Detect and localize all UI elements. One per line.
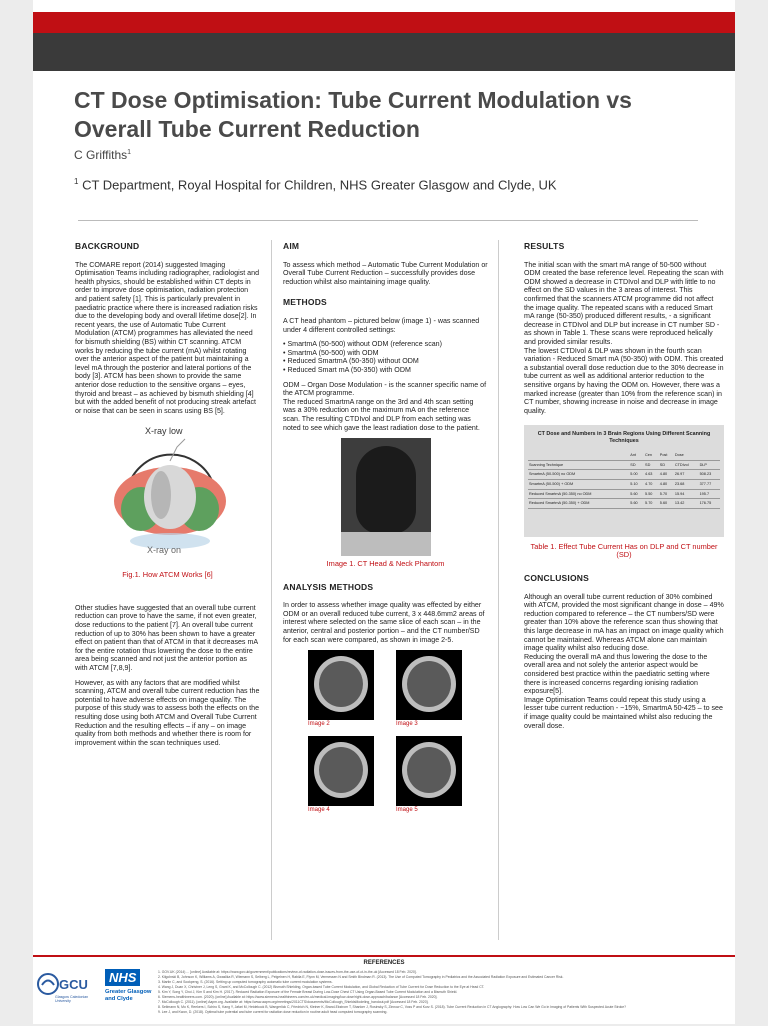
analysis-paragraph: In order to assess whether image quality was effected by either ODM or an overall reduced tube current, 3 x 448.6mm2 areas of interest where selected on the same slice of each scan – in the anterior, central and posterior portion – and the CT number/SD for each scan were compared, as shown in image 2-5. [283, 601, 485, 644]
methods-heading: METHODS [283, 297, 327, 308]
image-label: Image 2 [308, 721, 330, 728]
table-cell: 176.75 [699, 499, 720, 509]
table-cell: 5.70 [644, 499, 659, 509]
ct-slice-image [308, 736, 374, 806]
conclusions-paragraph: Although an overall tube current reduction of 30% combined with ATCM, provided the most significant change in dose – 49% reduction compared to reference – the CT numbers/SD were greater than 10% above the reference scan thus showing that this large decrease in mA has an impact on image quality which cannot be maintained. Whereas ATCM alone can maintain image quality whilst also reducing dose. [524, 592, 724, 653]
reference-item: 8. Seilmann N, Mo K, Reekers I, Schiro S, Kang Y, Jafari M, Heidekock B, Wangerlick C, Friedrich N, Kleiner K, Brand-Ekstrom T, Shanker J, Rosinsky S, Zinnow C, Voss P and Kurz S. (2018). Tube Current Reduction in CT Angiography: How Low Can We Go in Imaging of Patients With Suspected Acute Stroke? [158, 1005, 626, 1009]
table-title: CT Dose and Numbers in 3 Brain Regions Using Different Scanning Techniques [537, 431, 711, 445]
table-cell: 508.23 [699, 470, 720, 480]
top-red-band [33, 12, 735, 33]
table-cell: SmartmA (50-500) + ODM [528, 480, 629, 490]
table-cell: Reduced SmartmA (50-350) no ODM [528, 489, 629, 499]
affiliation-superscript: 1 [74, 177, 79, 186]
nhs-org-name: Greater Glasgow and Clyde [105, 989, 152, 1002]
top-dark-band [33, 33, 735, 71]
header-divider [78, 220, 698, 221]
table-header-cell: Scanning Technique [528, 460, 629, 470]
table-row [528, 480, 720, 490]
results-paragraph-2: The lowest CTDIvol & DLP was shown in the fourth scan variation - Reduced Smart mA (50-350) with ODM. This created a substantial overall dose reduction due to the 30% decrease in tube current as well as additional anterior reduction to the sensitive organs by having the ODM on. However, there was a marked increase (greater than 10% from the reference scan) in CT number, showing increase in noise and decrease in image quality. [524, 346, 724, 415]
conclusions-paragraph-3: Image Optimisation Teams could repeat this study using a lesser tube current reduction - ~15%, SmartmA 50-425 – to see if image quality could be maintained whilst also reducing the overall dose. [524, 695, 723, 730]
table-cell: 5.60 [629, 489, 644, 499]
results-heading: RESULTS [524, 241, 565, 251]
atcm-figure [75, 421, 260, 571]
results-table [528, 451, 720, 509]
affiliation-line [74, 177, 557, 192]
methods-paragraph-2: The reduced SmartmA range on the 3rd and 4th scan setting was a 30% reduction on the maximum mA on the reference scan. The resulting CTDIvol and DLP from each setting was noted to see which gave the least radiation dose to the patient. [283, 397, 480, 432]
references-heading: REFERENCES [363, 960, 405, 966]
aim-paragraph: To assess which method – Automatic Tube Current Modulation or Overall Tube Current Reduction – successfully provides dose reduction whilst also maintaining image quality. [283, 260, 488, 286]
gcu-logo [37, 971, 95, 1015]
table-cell: Post [659, 451, 674, 460]
table-row [528, 499, 720, 509]
table-caption: Table 1. Effect Tube Current Has on DLP and CT number (SD) [530, 541, 718, 560]
figure-caption: Fig.1. How ATCM Works [6] [122, 570, 213, 580]
results-paragraph: The initial scan with the smart mA range of 50-500 without ODM created the base reference level. Repeating the scan with ODM showed a decrease in CTDIvol and DLP with little to no effect on the SD values in the 3 areas of interest. This confirmed that the scanners ATCM programme did not affect the image quality. The repeated scans with a reduced Smart mA range (50-350) produced different results, - a significant decrease in CTDIvol and DLP but increase in CT number SD - as shown in Table 1. These scans were reproduced helically and provided similar results. [524, 260, 724, 346]
image-label: Image 4 [308, 807, 330, 814]
column-divider [271, 240, 272, 940]
ct-slice-image [396, 650, 462, 720]
methods-list [283, 340, 488, 374]
xray-on-label: X-ray on [147, 545, 182, 556]
table-cell: 5.10 [629, 480, 644, 490]
reference-item: 3. Martin C, and Sookpeng, S. (2016). Setting up computed tomography automatic tube current modulation systems. [158, 980, 333, 984]
table-cell: 4.80 [659, 480, 674, 490]
results-table-panel [524, 425, 724, 537]
list-item: • SmartmA (50-500) without ODM (reference scan) [283, 340, 442, 349]
table-cell: 5.00 [629, 470, 644, 480]
table-cell [699, 451, 720, 460]
nhs-wordmark: NHS [105, 969, 140, 986]
table-cell: 5.60 [659, 499, 674, 509]
background-paragraph-3: However, as with any factors that are modified whilst scanning, ATCM and overall tube current reduction has the potential to have adverse effects on image quality. The purpose of this study was to assess both the effects on the resulting dose using both ATCM and Overall Tube Current Reduction and the resulting effects – if any – on image quality from both methods and whether there is room for improvement within the scan techniques used. [75, 678, 260, 747]
author-superscript: 1 [127, 149, 132, 156]
table-cell: 5.60 [629, 499, 644, 509]
methods-paragraph: A CT head phantom – pictured below (image 1) - was scanned under 4 different controlled settings: [283, 316, 480, 334]
table-header-cell: SD [644, 460, 659, 470]
table-cell: 26.97 [674, 470, 699, 480]
phantom-image [341, 438, 431, 556]
reference-item: 7. McCollough C. (2011). [online] Aapm.org. Available at: https://www.aapm.org/meetings/2011CTS/documents/McCollough_ShieldsModeling_handout.pdf [Accessed 18 Feb. 2020]. [158, 1000, 429, 1004]
gcu-emblem-icon [37, 973, 59, 995]
column-aim-methods [283, 242, 488, 820]
table-cell: 4.70 [644, 480, 659, 490]
aim-heading: AIM [283, 241, 300, 251]
poster [33, 0, 735, 1024]
list-item: • SmartmA (50-500) with ODM [283, 348, 379, 357]
gcu-abbrev: GCU [59, 977, 88, 992]
odm-definition: ODM – Organ Dose Modulation - is the scanner specific name of the ATCM programme. [283, 380, 487, 398]
affiliation: CT Department, Royal Hospital for Children, NHS Greater Glasgow and Clyde, UK [82, 177, 557, 193]
list-item: • Reduced Smart mA (50-350) with ODM [283, 365, 411, 374]
author-name: C Griffiths [74, 148, 128, 162]
table-row [528, 489, 720, 499]
reference-item: 6. Siemens-healthineers.com. (2020). [online] Available at: https://www.siemens-healthineers.com/en-uk/medical-imaging/low-dose/right-dose-approach/balance [Accessed 18 Feb. 2020]. [158, 995, 438, 999]
table-cell [528, 451, 629, 460]
image-caption: Image 1. CT Head & Neck Phantom [326, 559, 445, 569]
column-results [524, 242, 724, 736]
table-row [528, 451, 720, 460]
author-line [74, 148, 131, 162]
image-label: Image 5 [396, 807, 418, 814]
column-divider [498, 240, 499, 940]
conclusions-heading: CONCLUSIONS [524, 573, 590, 584]
list-item: • Reduced SmartmA (50-350) without ODM [283, 357, 419, 366]
background-paragraph: The COMARE report (2014) suggested Imaging Optimisation Teams including radiographer, radiologist and health physics, should be established within CT depts in order to improve dose optimisation, radiation protection and patient safety [1]. This is particularly prevalent in paediatric practice where there is increased radiation risks due to the developing body and overall lifetime dose[2]. In recent years, the use of Automatic Tube Current Modulation (ATCM) programmes has alleviated the need for bismuth shielding (BS) within CT scanning. ATCM works by reducing the tube current (mA) whilst rotating over the anterior aspect of the patient but maintaining a level mA through the posterior and lateral portions of the body [3]. ATCM has been shown to provide the same anterior dose reduction to the sensitive organs – eyes, thyroid and breast – as achieved by bismuth shielding [4] but with the added benefit of not producing streak artefact or noise that can be seen in scans using BS [5]. [75, 260, 260, 415]
table-cell: 15.94 [674, 489, 699, 499]
poster-title: CT Dose Optimisation: Tube Current Modulation vs Overall Tube Current Reduction [74, 87, 632, 142]
table-cell: Dose [674, 451, 699, 460]
table-header-cell: SD [659, 460, 674, 470]
table-row [528, 470, 720, 480]
xray-low-label: X-ray low [145, 426, 183, 437]
gcu-name: Glasgow Caledonian University [55, 995, 89, 1004]
table-cell: 377.77 [699, 480, 720, 490]
table-cell: SmartmA (50-500) no ODM [528, 470, 629, 480]
reference-item: 9. Lee J, and Kwon, D. (2018). Optimal tube potential and tube current for radiation dose reduction in routine adult head computed tomography scanning. [158, 1010, 388, 1014]
table-cell: Cen [644, 451, 659, 460]
conclusions-paragraph-2: Reducing the overall mA and thus lowering the dose to the overall area and not solely the anterior aspect would be considered best practice within the paediatric setting where there is increased concerns regarding ionising radiation exposure[5]. [524, 652, 710, 696]
analysis-heading: ANALYSIS METHODS [283, 581, 374, 592]
table-header-row [528, 460, 720, 470]
table-cell: Ant [629, 451, 644, 460]
reference-item: 5. Kim Y, Song Y, Choi J, Kim S and Kim H. (2017). Reduced Radiation Exposure of the Female Breast During Low-Dose Chest CT Using Organ-Based Tube Current Modulation and a Bismuth Shield. [158, 990, 458, 994]
table-header-cell: DLP [699, 460, 720, 470]
ct-slice-image [396, 736, 462, 806]
nhs-logo [105, 969, 155, 1019]
column-background [75, 242, 260, 753]
reference-item: 2. Kilgolnski B, Johnson K, Williams A, Gwaslika R, Wiemann S, Selberg L, Pelgelnen H, Rabila E, Flynn M, Vermessen N and Smith Bindman R. (2013). The Use of Computed Tomography in Pediatrics and the Associated Radiation Exposure and Estimated Cancer Risk. [158, 975, 564, 979]
image-label: Image 3 [396, 721, 418, 728]
ct-image-grid [283, 650, 488, 820]
background-paragraph-2: Other studies have suggested that an overall tube current reduction can prove to have the same, if not even greater, dose reductions to the patient [7]. An overall tube current reduction of up to 30% has been shown to have a greater effect on patient than that of ATCM in that it decreases mA for the entire rotation thus lowering the dose to the entire area being scanned and not just the anterior portion as with ATCM [7,8,9]. [75, 603, 258, 673]
table-header-cell: CTDIvol [674, 460, 699, 470]
background-heading: BACKGROUND [75, 241, 140, 251]
table-header-cell: SD [629, 460, 644, 470]
table-cell: 13.42 [674, 499, 699, 509]
table-cell: 4.63 [644, 470, 659, 480]
ct-slice-image [308, 650, 374, 720]
reference-item: 1. GOV.UK (2014) ... [online] Available at: https://www.gov.uk/government/publications/review-of-radiation-dose-issues-from-the-use-of-ct-in-the-uk [Accessed 18 Feb. 2020]. [158, 970, 417, 974]
references-section [33, 955, 735, 1026]
table-cell: 23.68 [674, 480, 699, 490]
table-cell: 5.50 [644, 489, 659, 499]
table-cell: 5.70 [659, 489, 674, 499]
reference-item: 4. Wang J, Duan X, Christner J, Leng S, Grant K, and McCollough C. (2012) Bismuth Shielding, Organ-based Tube Current Modulation, and Global Reduction of Tube Current for Dose Reduction to the Eye at Head CT. [158, 985, 485, 989]
table-cell: 4.80 [659, 470, 674, 480]
table-cell: 195.7 [699, 489, 720, 499]
table-cell: Reduced SmartmA (50-350) + ODM [528, 499, 629, 509]
